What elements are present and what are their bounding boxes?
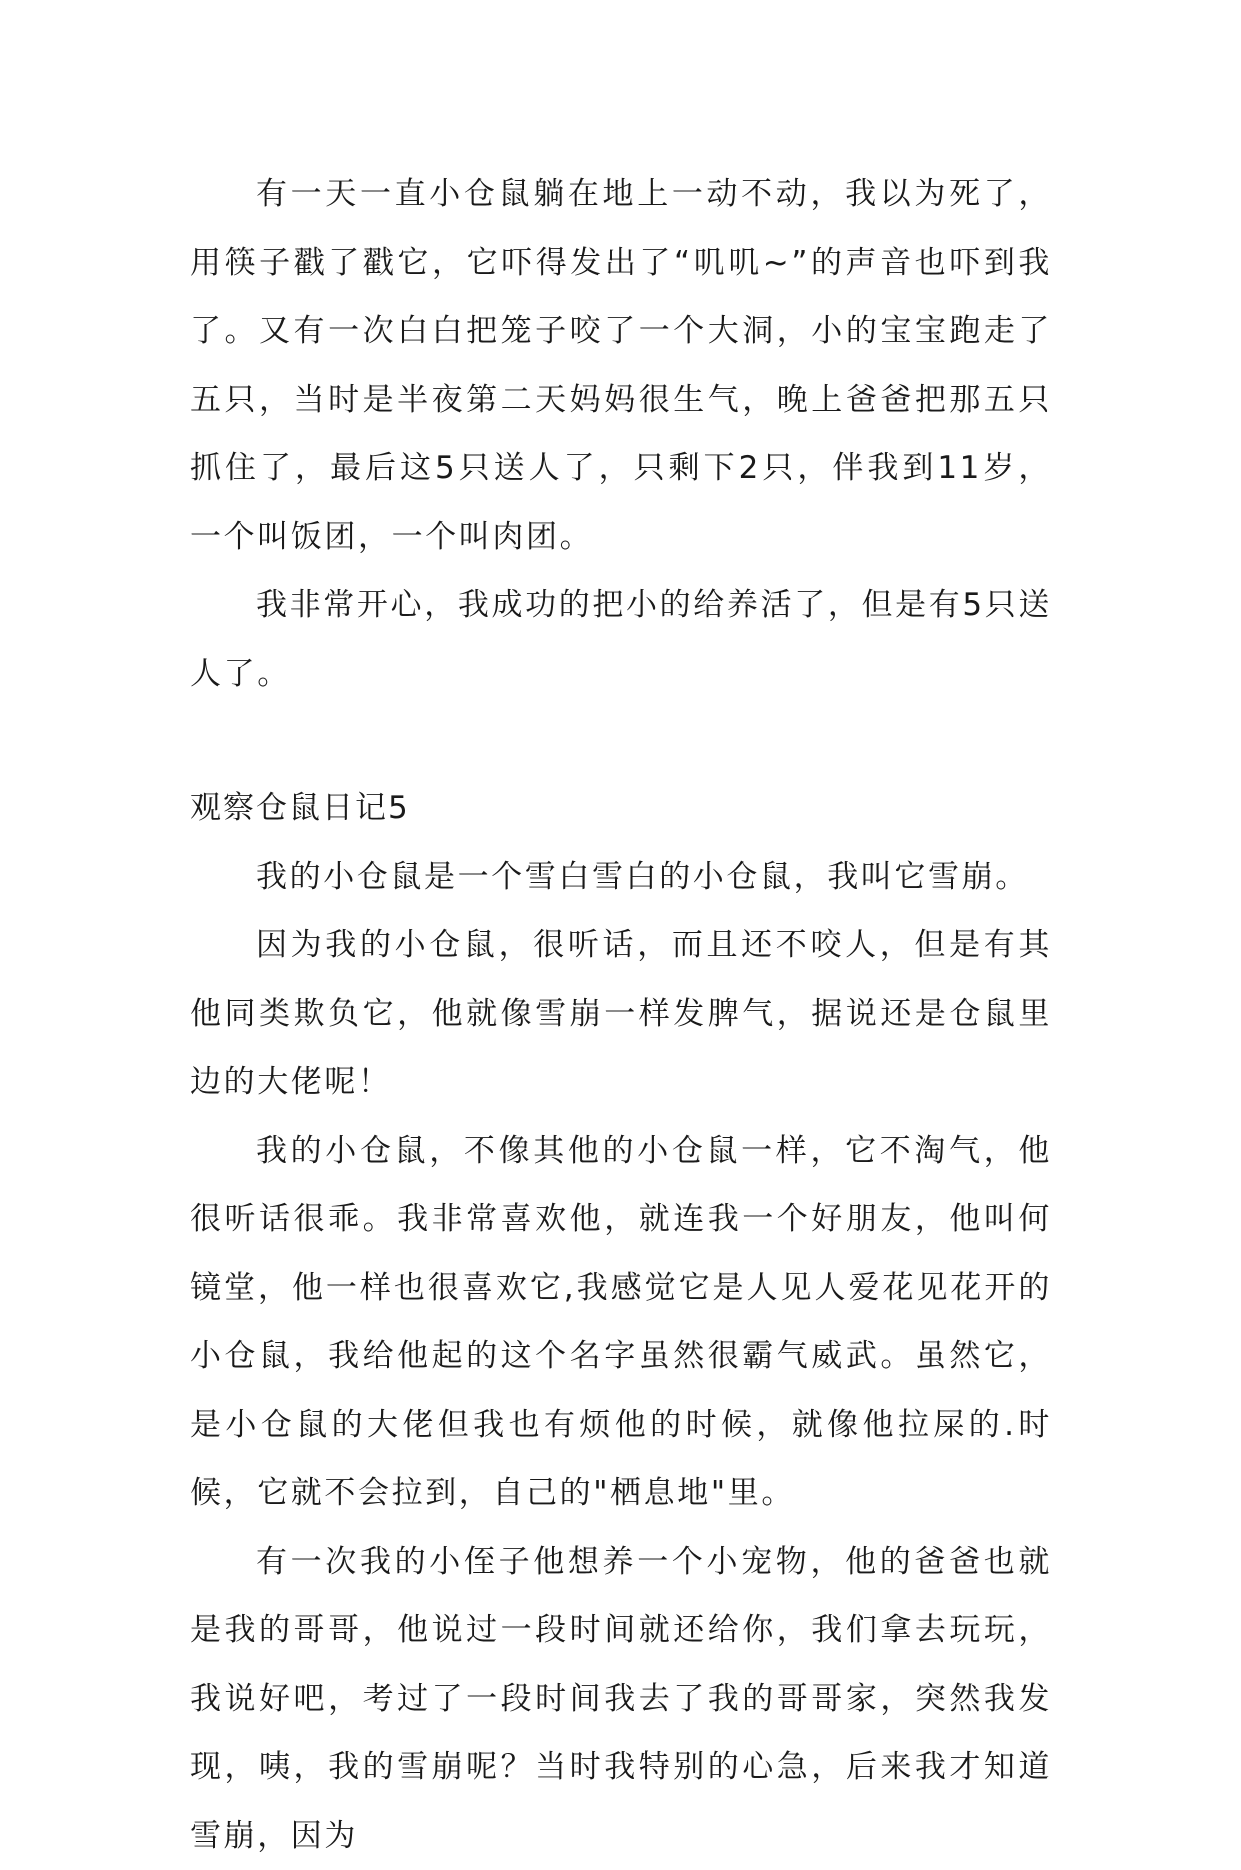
paragraph: 我的小仓鼠是一个雪白雪白的小仓鼠，我叫它雪崩。 <box>190 843 1052 912</box>
paragraph: 有一天一直小仓鼠躺在地上一动不动，我以为死了，用筷子戳了戳它，它吓得发出了“叽叽~”的声音也吓到我了。又有一次白白把笼子咬了一个大洞，小的宝宝跑走了五只，当时是半夜第二天妈妈很生气，晚上爸爸把那五只抓住了，最后这5只送人了，只剩下2只，伴我到11岁，一个叫饭团，一个叫肉团。 <box>190 160 1052 571</box>
section-gap <box>190 708 1052 774</box>
section-title: 观察仓鼠日记5 <box>190 774 1052 843</box>
paragraph: 我非常开心，我成功的把小的给养活了，但是有5只送人了。 <box>190 571 1052 708</box>
paragraph: 有一次我的小侄子他想养一个小宠物，他的爸爸也就是我的哥哥，他说过一段时间就还给你，我们拿去玩玩，我说好吧，考过了一段时间我去了我的哥哥家，突然我发现，咦，我的雪崩呢？当时我特别的心急，后来我才知道雪崩，因为 <box>190 1528 1052 1870</box>
document-page <box>190 160 1052 1870</box>
paragraph: 因为我的小仓鼠，很听话，而且还不咬人，但是有其他同类欺负它，他就像雪崩一样发脾气，据说还是仓鼠里边的大佬呢！ <box>190 911 1052 1117</box>
paragraph: 我的小仓鼠，不像其他的小仓鼠一样，它不淘气，他很听话很乖。我非常喜欢他，就连我一个好朋友，他叫何镜堂，他一样也很喜欢它,我感觉它是人见人爱花见花开的小仓鼠，我给他起的这个名字虽然很霸气威武。虽然它，是小仓鼠的大佬但我也有烦他的时候，就像他拉屎的.时候，它就不会拉到，自己的"栖息地"里。 <box>190 1117 1052 1528</box>
